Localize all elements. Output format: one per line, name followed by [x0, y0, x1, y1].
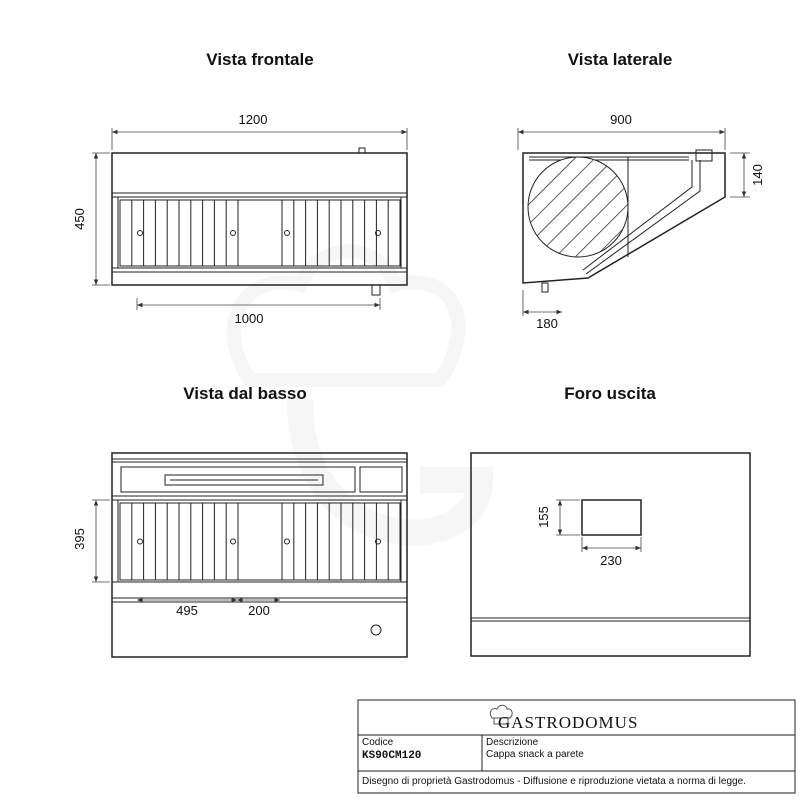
front-dim-inner-label: 1000 — [234, 311, 264, 326]
code-label: Codice — [362, 737, 394, 748]
outlet-dim-w — [582, 537, 641, 552]
bottom-dim-b-label: 200 — [248, 603, 270, 618]
side-dim-top-label: 140 — [750, 164, 765, 186]
outlet-dim-h-label: 155 — [536, 506, 551, 528]
front-dim-height-label: 450 — [72, 208, 87, 230]
front-dim-width — [112, 128, 407, 150]
front-filter-handle — [285, 231, 290, 236]
bottom-dim-a-label: 495 — [176, 603, 198, 618]
front-dim-inner — [137, 298, 380, 310]
outlet-view-title: Foro uscita — [564, 384, 656, 403]
side-dim-depth-label: 900 — [610, 112, 632, 127]
front-view-drawing — [112, 148, 407, 295]
front-view-title: Vista frontale — [206, 50, 314, 69]
front-filter-panel — [238, 200, 282, 266]
bottom-filter-handle — [231, 539, 236, 544]
outlet-dim-h — [556, 500, 580, 535]
brand-logo-text: GASTRODOMUS — [498, 713, 639, 732]
bottom-dim-depth-label: 395 — [72, 528, 87, 550]
bottom-view-title: Vista dal basso — [183, 384, 307, 403]
title-block-footer: Disegno di proprietà Gastrodomus - Diffusione e riproduzione vietata a norma di legge. — [362, 776, 746, 787]
side-view-title: Vista laterale — [567, 50, 673, 69]
bottom-dim-depth — [92, 500, 110, 582]
bottom-filter-handle — [285, 539, 290, 544]
side-dim-bottom-label: 180 — [536, 316, 558, 331]
side-dim-top — [730, 153, 750, 197]
outlet-dim-w-label: 230 — [600, 553, 622, 568]
code-value: KS90CM120 — [362, 750, 422, 762]
bottom-filter-handle — [138, 539, 143, 544]
bottom-filter-panel — [238, 503, 282, 580]
front-dim-height — [92, 153, 110, 285]
front-filter-handle — [138, 231, 143, 236]
front-filter-handle — [231, 231, 236, 236]
description-label: Descrizione — [486, 737, 539, 748]
description-value: Cappa snack a parete — [486, 749, 584, 760]
bottom-view-drawing — [112, 453, 407, 657]
side-dim-depth — [518, 128, 725, 150]
side-view-drawing — [523, 150, 725, 292]
front-dim-width-label: 1200 — [238, 112, 268, 127]
side-dim-bottom — [523, 290, 562, 316]
